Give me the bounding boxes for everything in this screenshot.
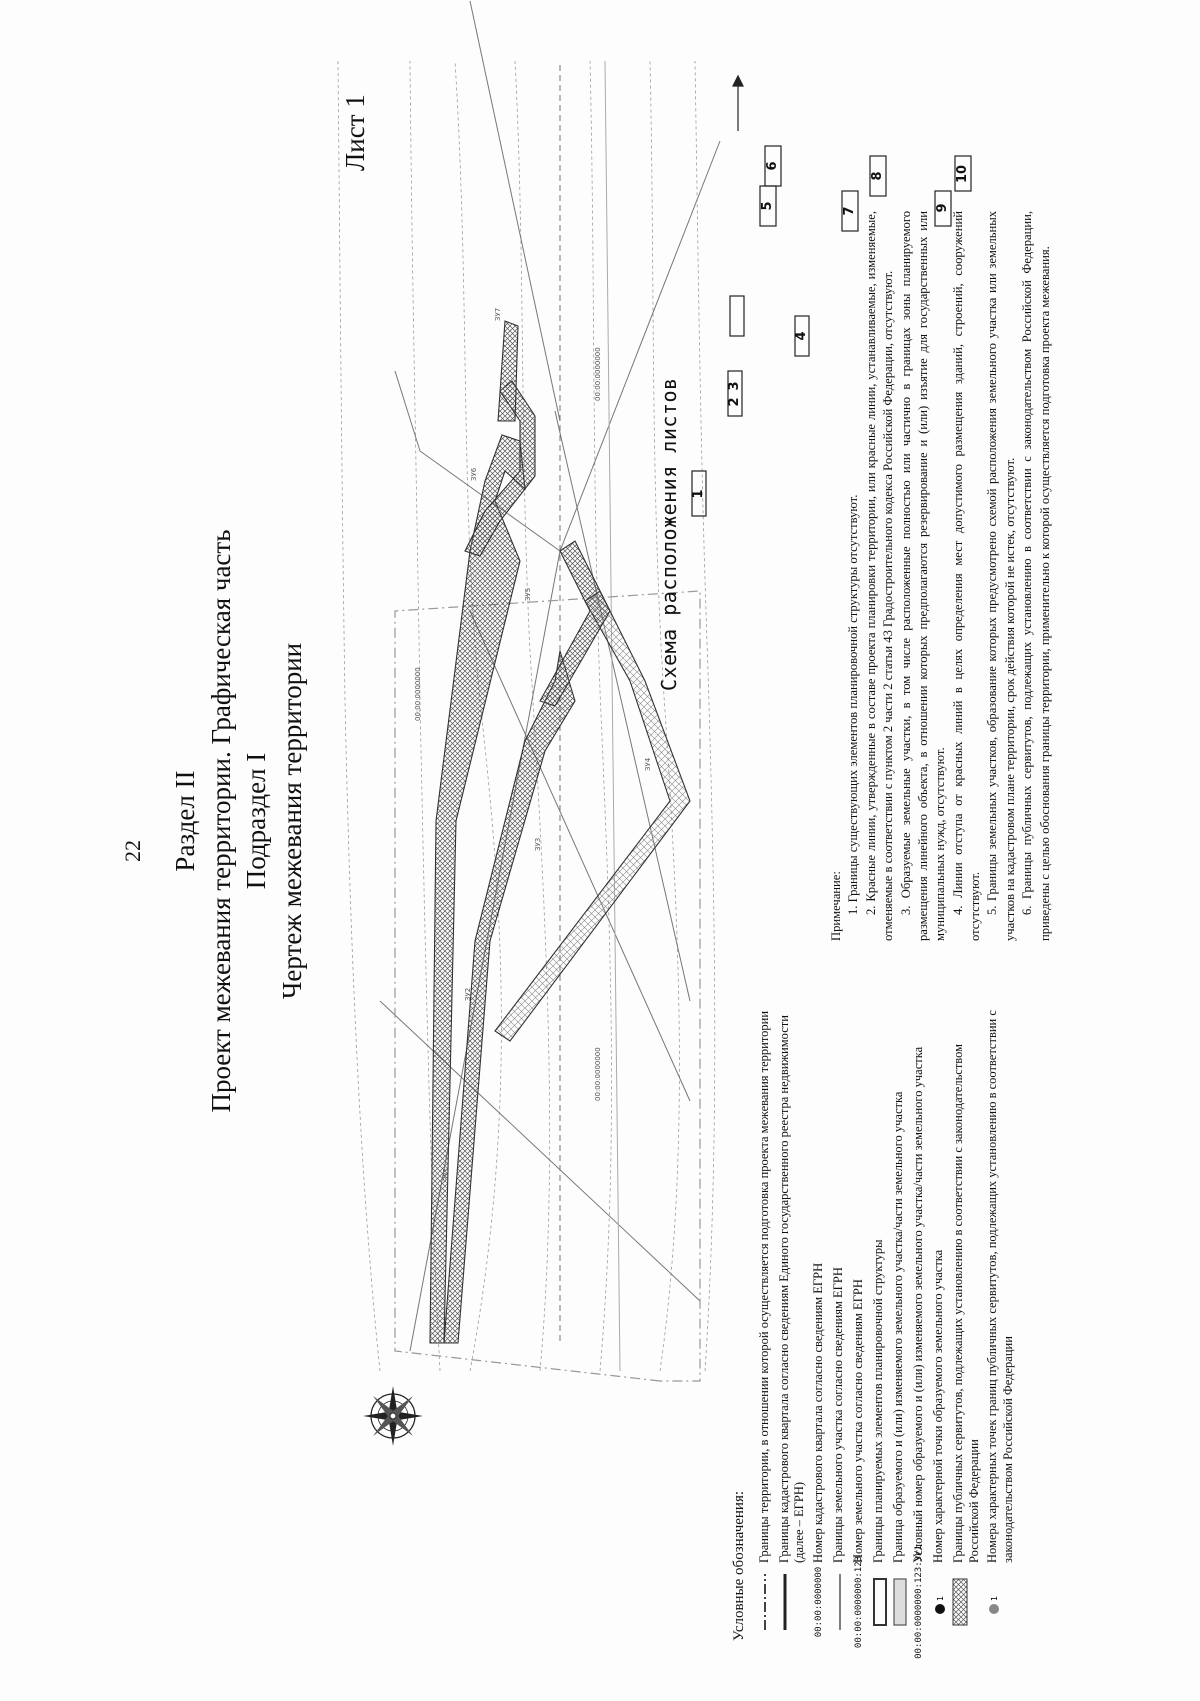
legend-text: Границы территории, в отношении которой осуществляется подготовка проекта межевания территории: [756, 1010, 771, 1563]
svg-text:ЗУ6: ЗУ6: [470, 467, 478, 481]
note-item: 5. Границы земельных участков, образование которых предусмотрено схемой расположения земельного участка или земельных участков на кадастровом плане территории, срок действия которой не истек, отсутствуют.: [985, 211, 1017, 941]
legend-text: Номер характерной точки образуемого земельного участка: [931, 1249, 945, 1563]
legend-symbol: [891, 1563, 908, 1641]
legend-item: [777, 981, 808, 1641]
sheet-scheme-title: Схема расположения листов: [657, 377, 681, 691]
legend-text: Номер земельного участка согласно сведениям ЕГРН: [851, 1279, 865, 1563]
legend-symbol: [777, 1563, 794, 1641]
legend-symbol: [757, 1563, 774, 1641]
legend-point-number: 1: [935, 1595, 945, 1601]
svg-text:ЗУ1: ЗУ1: [442, 1167, 450, 1181]
legend-item: [851, 981, 868, 1649]
legend-item: [831, 981, 848, 1641]
scheme-sheet-number: 8: [869, 171, 885, 181]
legend-symbol: [985, 1563, 1002, 1641]
legend-text: Граница образуемого и (или) изменяемого земельного участка/части земельного участка: [891, 1091, 905, 1563]
note-item: 6. Границы публичных сервитутов, подлежащих установлению в соответствии с законодательством Российской Федерации, приведены с целью обоснования границы территории, применительно к которой осуществляется подготовка проекта межевания.: [1020, 211, 1052, 941]
svg-text:00:00:0000000: 00:00:0000000: [594, 1047, 602, 1101]
legend-title: Условные обозначения:: [731, 1490, 747, 1641]
scheme-sheet-number: 5: [759, 201, 775, 211]
legend-text: Номера характерных точек границ публичных сервитутов, подлежащих установлению в соответствии с законодательством Российской Федерации: [985, 1010, 1015, 1563]
legend-symbol: [871, 1563, 888, 1641]
legend-text: Границы земельного участка согласно сведениям ЕГРН: [831, 1267, 845, 1563]
svg-text:00:00:0000000: 00:00:0000000: [594, 347, 602, 401]
legend-item: [931, 981, 948, 1641]
svg-text:00:00:0000000: 00:00:0000000: [414, 667, 422, 721]
scheme-sheet-number: 2: [726, 397, 742, 407]
page-number: 22: [120, 840, 145, 862]
scheme-sheet-number: 10: [954, 164, 970, 184]
note-item: 2. Красные линии, утвержденные в составе проекта планировки территории, или красные линии, устанавливаемые, изменяемые, отменяемые в соответствии с пунктом 2 части 2 статьи 43 Градостроительного кодекса Российской Федерации, отсутствуют.: [863, 211, 896, 941]
compass-rose-icon: [363, 1386, 423, 1446]
legend-text: Границы планируемых элементов планировочной структуры: [871, 1239, 885, 1563]
legend-symbol: [951, 1563, 969, 1641]
legend-item: [891, 981, 908, 1641]
svg-text:ЗУ4: ЗУ4: [644, 757, 652, 771]
sheet-label: Лист 1: [340, 94, 370, 171]
legend-item: [871, 981, 888, 1641]
legend-text: Условный номер образуемого и (или) изменяемого земельного участка/части земельного участка: [911, 1046, 925, 1563]
scheme-sheet-number: 9: [934, 203, 950, 213]
scheme-sheet-number: 7: [841, 206, 857, 216]
legend-symbol: [931, 1563, 948, 1641]
legend-symbol: 00:00:0000000:123: [853, 1555, 864, 1649]
svg-text:ЗУ3: ЗУ3: [534, 837, 542, 851]
legend: [730, 981, 1020, 1659]
legend-text: Границы публичных сервитутов, подлежащих установлению в соответствии с законодательством Российской Федерации: [951, 1043, 981, 1563]
section-title: Раздел II: [170, 770, 200, 872]
scheme-sheet-number: 1: [690, 489, 706, 499]
legend-text: Номер кадастрового квартала согласно сведениям ЕГРН: [811, 1262, 825, 1563]
north-arrow-icon: [733, 76, 743, 86]
legend-symbol: 00:00:0000000:123:ЗУ1: [913, 1545, 924, 1659]
notes-block: [828, 211, 1054, 941]
legend-item: [985, 981, 1016, 1641]
scheme-sheet-number: 3: [726, 381, 742, 391]
note-item: 4. Линии отступа от красных линий в целях определения мест допустимого размещения зданий, строений, сооружений отсутствуют.: [950, 211, 982, 941]
scheme-sheet-number: 4: [793, 331, 809, 341]
svg-text:ЗУ7: ЗУ7: [494, 307, 502, 321]
notes-heading: Примечание:: [829, 871, 843, 941]
legend-item: [911, 981, 928, 1659]
legend-item: [757, 981, 774, 1641]
note-item: 3. Образуемые земельные участки, в том числе расположенные полностью или частично в границах зоны планируемого размещения линейного объекта, в отношении которых предполагаются резервирование и (или) изъятие для государственных или муниципальных нужд, отсутствуют.: [898, 211, 948, 941]
drawing-title: Чертеж межевания территории: [277, 642, 307, 1000]
svg-text:ЗУ5: ЗУ5: [524, 587, 532, 601]
section-subtitle: Проект межевания территории. Графическая часть: [206, 529, 236, 1113]
legend-point-number: 1: [989, 1595, 999, 1601]
legend-symbol: 00:00:0000000: [813, 1566, 824, 1638]
legend-item: [951, 981, 982, 1641]
svg-text:ЗУ2: ЗУ2: [464, 987, 472, 1001]
legend-text: Границы кадастрового квартала согласно сведениям Единого государственного реестра недвижимости (далее – ЕГРН): [776, 1015, 807, 1563]
legend-symbol: [831, 1563, 848, 1641]
legend-item: [811, 981, 828, 1641]
subsection-title: Подраздел I: [241, 752, 271, 890]
scheme-sheet-number: 6: [764, 161, 780, 171]
note-item: 1. Границы существующих элементов планировочной структуры отсутствуют.: [846, 494, 861, 915]
